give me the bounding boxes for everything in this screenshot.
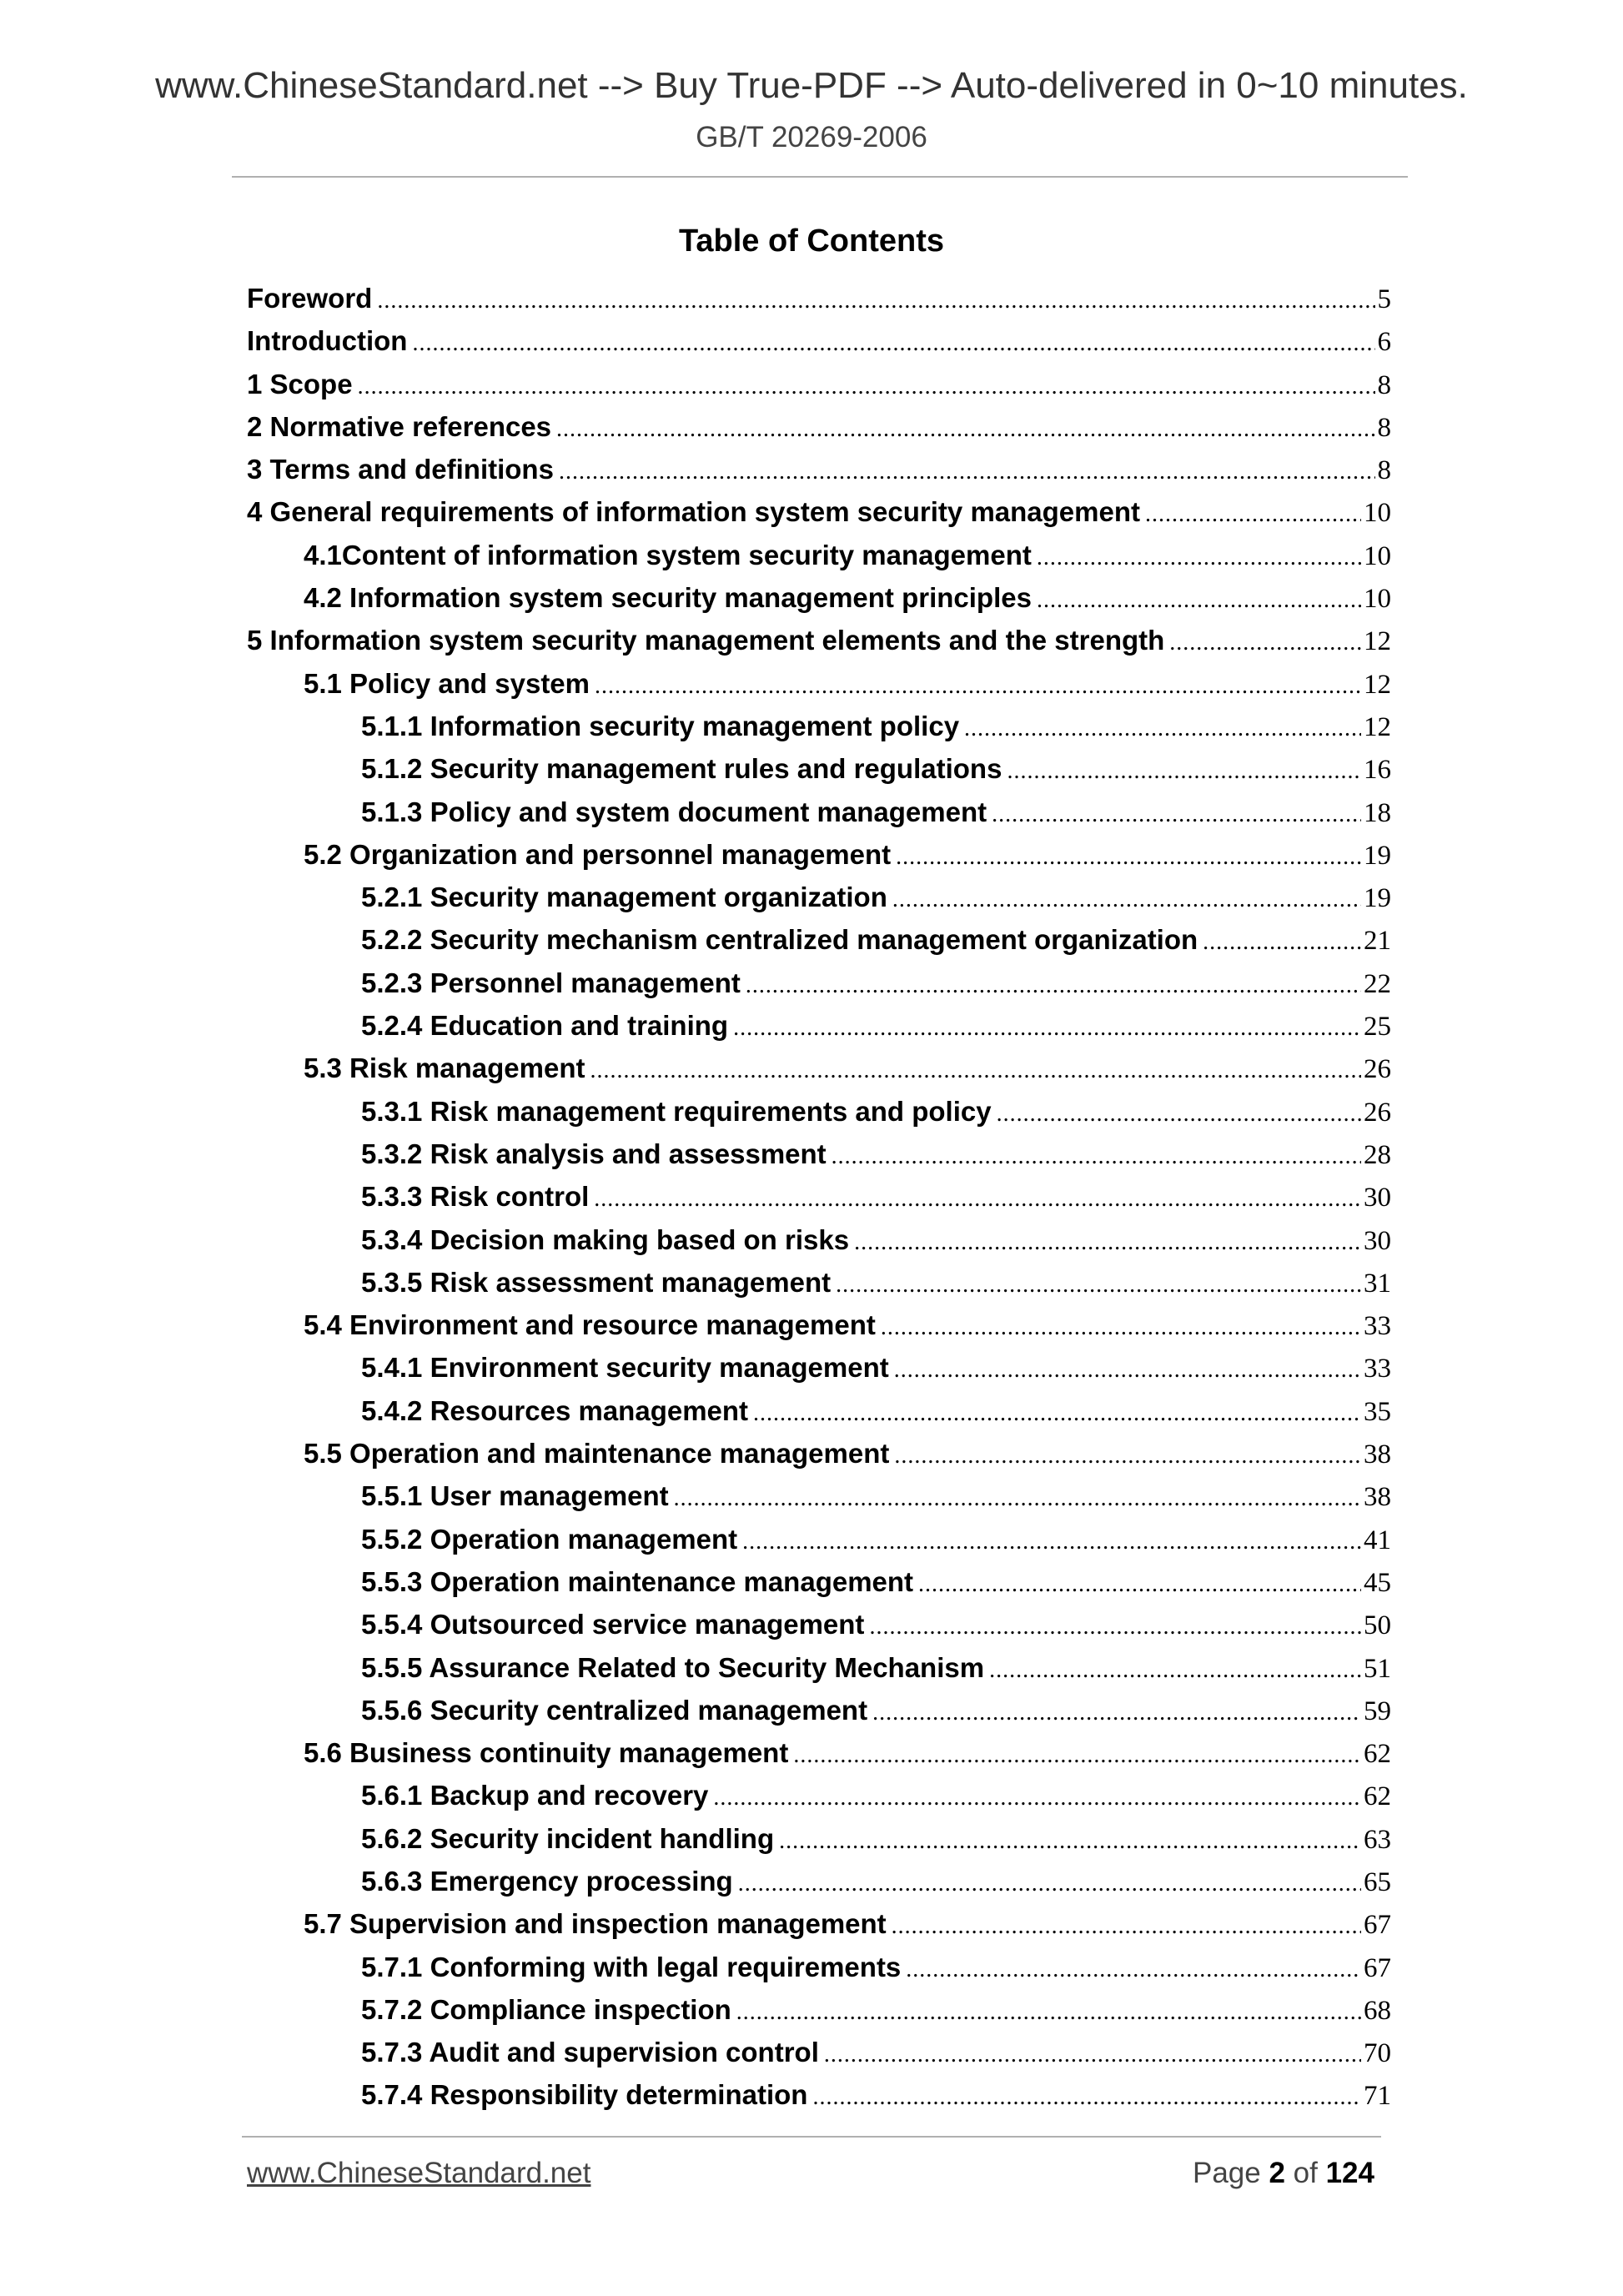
- toc-entry[interactable]: [247, 1860, 1391, 1902]
- standard-number: GB/T 20269-2006: [696, 121, 927, 153]
- toc-entry[interactable]: [247, 1603, 1391, 1645]
- toc-entry[interactable]: [247, 918, 1391, 961]
- toc-entry-label: 5.4.1 Environment security management: [361, 1352, 889, 1384]
- toc-entry-page-number: 31: [1364, 1268, 1391, 1299]
- toc-dot-leader: [412, 322, 1374, 364]
- toc-entry-label: 5.3.2 Risk analysis and assessment: [361, 1138, 827, 1169]
- toc-entry-page-number: 51: [1364, 1653, 1391, 1684]
- toc-dot-leader: [997, 1093, 1361, 1135]
- toc-entry-page-number: 8: [1377, 412, 1391, 443]
- toc-entry[interactable]: [247, 662, 1391, 705]
- toc-entry[interactable]: [247, 1731, 1391, 1774]
- toc-entry[interactable]: [247, 1518, 1391, 1560]
- toc-entry-page-number: 26: [1364, 1054, 1391, 1085]
- toc-entry[interactable]: [247, 2031, 1391, 2073]
- toc-entry-page-number: 50: [1364, 1610, 1391, 1641]
- toc-entry[interactable]: [247, 1646, 1391, 1689]
- toc-entry-page-number: 6: [1377, 327, 1391, 358]
- toc-entry-page-number: 63: [1364, 1824, 1391, 1855]
- toc-dot-leader: [881, 1306, 1361, 1349]
- toc-entry[interactable]: [247, 2073, 1391, 2116]
- page-prefix: Page: [1192, 2157, 1261, 2189]
- toc-entry-page-number: 38: [1364, 1439, 1391, 1470]
- toc-entry-page-number: 10: [1364, 498, 1391, 529]
- toc-dot-leader: [738, 1862, 1361, 1905]
- page-separator: of: [1293, 2157, 1318, 2189]
- toc-entry-label: 3 Terms and definitions: [247, 454, 554, 485]
- toc-entry[interactable]: [247, 705, 1391, 747]
- toc-entry-label: 5.1.2 Security management rules and regulations: [361, 753, 1002, 785]
- toc-dot-leader: [836, 1264, 1361, 1306]
- toc-entry-label: 5.2.2 Security mechanism centralized management organization: [361, 924, 1198, 956]
- toc-entry[interactable]: [247, 405, 1391, 448]
- toc-entry-label: 5.7 Supervision and inspection management: [304, 1908, 887, 1940]
- current-page-number: 2: [1269, 2157, 1285, 2189]
- toc-entry-label: 5.2.3 Personnel management: [361, 967, 741, 998]
- toc-dot-leader: [594, 1178, 1361, 1220]
- toc-entry-label: 5 Information system security management elements and the strength: [247, 625, 1165, 656]
- toc-entry-label: 4 General requirements of information system security management: [247, 496, 1141, 528]
- toc-entry-page-number: 5: [1377, 284, 1391, 314]
- toc-entry-page-number: 30: [1364, 1225, 1391, 1256]
- toc-entry-label: 5.3.1 Risk management requirements and policy: [361, 1095, 992, 1127]
- toc-entry[interactable]: [247, 1774, 1391, 1816]
- toc-entry-label: 5.6.2 Security incident handling: [361, 1822, 775, 1854]
- toc-entry-label: 5.2.1 Security management organization: [361, 882, 887, 913]
- toc-entry-page-number: 26: [1364, 1097, 1391, 1128]
- toc-entry[interactable]: [247, 363, 1391, 405]
- toc-dot-leader: [779, 1820, 1361, 1862]
- toc-dot-leader: [1203, 921, 1361, 963]
- toc-entry-page-number: 8: [1377, 455, 1391, 486]
- toc-entry-label: 5.5.1 User management: [361, 1480, 669, 1512]
- toc-dot-leader: [892, 878, 1361, 921]
- toc-title: Table of Contents: [678, 224, 945, 259]
- toc-entry[interactable]: [247, 791, 1391, 833]
- toc-entry[interactable]: [247, 1047, 1391, 1089]
- toc-entry[interactable]: [247, 619, 1391, 661]
- toc-dot-leader: [736, 1991, 1361, 2033]
- toc-entry-label: 4.1Content of information system security management: [304, 539, 1032, 570]
- toc-dot-leader: [595, 665, 1361, 707]
- toc-dot-leader: [746, 964, 1361, 1007]
- toc-dot-leader: [918, 1563, 1361, 1605]
- toc-entry[interactable]: [247, 1346, 1391, 1389]
- toc-entry-page-number: 33: [1364, 1311, 1391, 1342]
- toc-entry-page-number: 70: [1364, 2038, 1391, 2069]
- total-pages: 124: [1325, 2157, 1374, 2189]
- toc-entry[interactable]: [247, 747, 1391, 790]
- toc-dot-leader: [1145, 493, 1361, 535]
- toc-dot-leader: [1007, 750, 1361, 792]
- toc-entry[interactable]: [247, 1304, 1391, 1346]
- toc-entry-page-number: 41: [1364, 1525, 1391, 1555]
- toc-entry-page-number: 8: [1377, 369, 1391, 400]
- toc-entry-label: 5.3.4 Decision making based on risks: [361, 1223, 850, 1255]
- toc-entry-label: 5.6 Business continuity management: [304, 1737, 789, 1769]
- toc-entry-label: 5.5.4 Outsourced service management: [361, 1609, 865, 1640]
- toc-entry-page-number: 67: [1364, 1952, 1391, 1983]
- toc-dot-leader: [358, 365, 1375, 408]
- toc-entry[interactable]: [247, 1946, 1391, 1988]
- toc-entry-label: 5.2.4 Education and training: [361, 1010, 729, 1042]
- header-banner: www.ChineseStandard.net --> Buy True-PDF --> Auto-delivered in 0~10 minutes.: [155, 65, 1468, 106]
- toc-entry-page-number: 19: [1364, 883, 1391, 914]
- toc-dot-leader: [559, 450, 1375, 493]
- toc-entry-page-number: 25: [1364, 1012, 1391, 1042]
- toc-entry-page-number: 28: [1364, 1139, 1391, 1170]
- toc-entry-label: 5.5.3 Operation maintenance management: [361, 1565, 914, 1597]
- toc-dot-leader: [854, 1221, 1361, 1264]
- toc-dot-leader: [793, 1734, 1361, 1776]
- toc-entry[interactable]: [247, 490, 1391, 533]
- toc-dot-leader: [894, 1349, 1361, 1391]
- toc-entry-page-number: 30: [1364, 1183, 1391, 1213]
- toc-entry[interactable]: [247, 1902, 1391, 1945]
- toc-dot-leader: [1169, 621, 1361, 664]
- toc-entry[interactable]: [247, 1133, 1391, 1175]
- footer-site-link[interactable]: www.ChineseStandard.net: [247, 2157, 591, 2189]
- toc-entry-page-number: 38: [1364, 1482, 1391, 1513]
- toc-entry-page-number: 12: [1364, 711, 1391, 742]
- toc-entry-page-number: 19: [1364, 840, 1391, 871]
- toc-entry[interactable]: [247, 1389, 1391, 1432]
- toc-entry[interactable]: [247, 1689, 1391, 1731]
- toc-entry[interactable]: [247, 1560, 1391, 1603]
- toc-entry-page-number: 35: [1364, 1396, 1391, 1427]
- toc-entry-label: 5.5.5 Assurance Related to Security Mechanism: [361, 1651, 985, 1683]
- toc-entry-page-number: 10: [1364, 540, 1391, 571]
- toc-entry[interactable]: [247, 448, 1391, 490]
- toc-entry[interactable]: [247, 1218, 1391, 1261]
- toc-entry-label: Foreword: [247, 283, 373, 314]
- toc-dot-leader: [824, 2033, 1361, 2076]
- toc-dot-leader: [1037, 579, 1361, 621]
- toc-entry[interactable]: [247, 534, 1391, 576]
- toc-entry[interactable]: [247, 876, 1391, 918]
- toc-entry-page-number: 62: [1364, 1781, 1391, 1812]
- toc-entry[interactable]: [247, 1090, 1391, 1133]
- toc-entry-label: 1 Scope: [247, 368, 353, 399]
- toc-entry-label: 5.7.3 Audit and supervision control: [361, 2037, 819, 2068]
- toc-entry-label: Introduction: [247, 325, 408, 357]
- toc-entry-page-number: 45: [1364, 1567, 1391, 1598]
- toc-entry-label: 5.4.2 Resources management: [361, 1394, 749, 1426]
- toc-entry-page-number: 12: [1364, 626, 1391, 657]
- toc-dot-leader: [812, 2076, 1361, 2118]
- toc-dot-leader: [713, 1776, 1361, 1819]
- toc-entry-page-number: 21: [1364, 926, 1391, 957]
- toc-entry-label: 5.5 Operation and maintenance management: [304, 1438, 890, 1470]
- toc-entry-page-number: 65: [1364, 1866, 1391, 1897]
- toc-dot-leader: [872, 1691, 1361, 1734]
- toc-entry[interactable]: [247, 1817, 1391, 1860]
- toc-entry-page-number: 62: [1364, 1739, 1391, 1770]
- toc-entry-label: 4.2 Information system security management principles: [304, 582, 1032, 614]
- toc-entry[interactable]: [247, 1432, 1391, 1475]
- toc-dot-leader: [906, 1948, 1361, 1991]
- toc-dot-leader: [992, 793, 1361, 836]
- toc-entry[interactable]: [247, 1261, 1391, 1304]
- toc-entry[interactable]: [247, 1004, 1391, 1047]
- toc-dot-leader: [556, 408, 1374, 450]
- toc-dot-leader: [377, 279, 1374, 322]
- footer-divider: [242, 2136, 1381, 2138]
- toc-entry-label: 2 Normative references: [247, 410, 552, 442]
- toc-entry[interactable]: [247, 833, 1391, 876]
- toc-entry-label: 5.1.1 Information security management policy: [361, 710, 960, 741]
- toc-entry[interactable]: [247, 1475, 1391, 1517]
- toc-entry-page-number: 16: [1364, 755, 1391, 786]
- toc-entry-label: 5.3 Risk management: [304, 1053, 585, 1084]
- toc-entry-page-number: 67: [1364, 1910, 1391, 1941]
- toc-entry-label: 5.2 Organization and personnel management: [304, 838, 892, 870]
- toc-entry-page-number: 68: [1364, 1995, 1391, 2026]
- toc-dot-leader: [892, 1905, 1361, 1947]
- toc-entry-label: 5.6.1 Backup and recovery: [361, 1780, 709, 1811]
- toc-dot-leader: [832, 1135, 1361, 1178]
- table-of-contents: [247, 277, 1391, 2117]
- toc-entry-page-number: 10: [1364, 584, 1391, 615]
- toc-dot-leader: [753, 1392, 1361, 1434]
- toc-dot-leader: [896, 836, 1361, 878]
- toc-dot-leader: [894, 1434, 1361, 1477]
- toc-entry[interactable]: [247, 576, 1391, 619]
- toc-entry[interactable]: [247, 319, 1391, 362]
- toc-entry-page-number: 18: [1364, 797, 1391, 828]
- toc-entry-label: 5.4 Environment and resource management: [304, 1309, 876, 1341]
- toc-dot-leader: [989, 1649, 1361, 1691]
- toc-dot-leader: [1037, 536, 1361, 579]
- toc-entry-page-number: 33: [1364, 1354, 1391, 1384]
- toc-entry-page-number: 71: [1364, 2081, 1391, 2112]
- toc-entry[interactable]: [247, 1175, 1391, 1218]
- toc-entry-label: 5.5.2 Operation management: [361, 1523, 738, 1555]
- toc-dot-leader: [674, 1477, 1361, 1520]
- header-divider: [232, 176, 1408, 178]
- toc-entry-label: 5.3.3 Risk control: [361, 1181, 590, 1213]
- toc-entry-label: 5.3.5 Risk assessment management: [361, 1266, 832, 1298]
- toc-entry-label: 5.1.3 Policy and system document management: [361, 796, 987, 827]
- toc-entry[interactable]: [247, 277, 1391, 319]
- toc-dot-leader: [742, 1520, 1361, 1563]
- toc-entry-label: 5.5.6 Security centralized management: [361, 1694, 868, 1726]
- toc-entry-label: 5.7.1 Conforming with legal requirements: [361, 1951, 902, 1982]
- toc-dot-leader: [590, 1049, 1361, 1092]
- toc-dot-leader: [733, 1007, 1361, 1049]
- toc-entry[interactable]: [247, 1988, 1391, 2031]
- toc-entry-page-number: 22: [1364, 968, 1391, 999]
- toc-entry-label: 5.6.3 Emergency processing: [361, 1865, 733, 1897]
- toc-entry[interactable]: [247, 962, 1391, 1004]
- page-indicator: [1193, 2157, 1374, 2190]
- toc-entry-page-number: 12: [1364, 669, 1391, 700]
- toc-dot-leader: [964, 707, 1361, 750]
- toc-entry-label: 5.1 Policy and system: [304, 667, 590, 699]
- toc-entry-label: 5.7.4 Responsibility determination: [361, 2079, 808, 2111]
- toc-entry-page-number: 59: [1364, 1696, 1391, 1726]
- toc-dot-leader: [869, 1605, 1361, 1648]
- toc-entry-label: 5.7.2 Compliance inspection: [361, 1993, 731, 2025]
